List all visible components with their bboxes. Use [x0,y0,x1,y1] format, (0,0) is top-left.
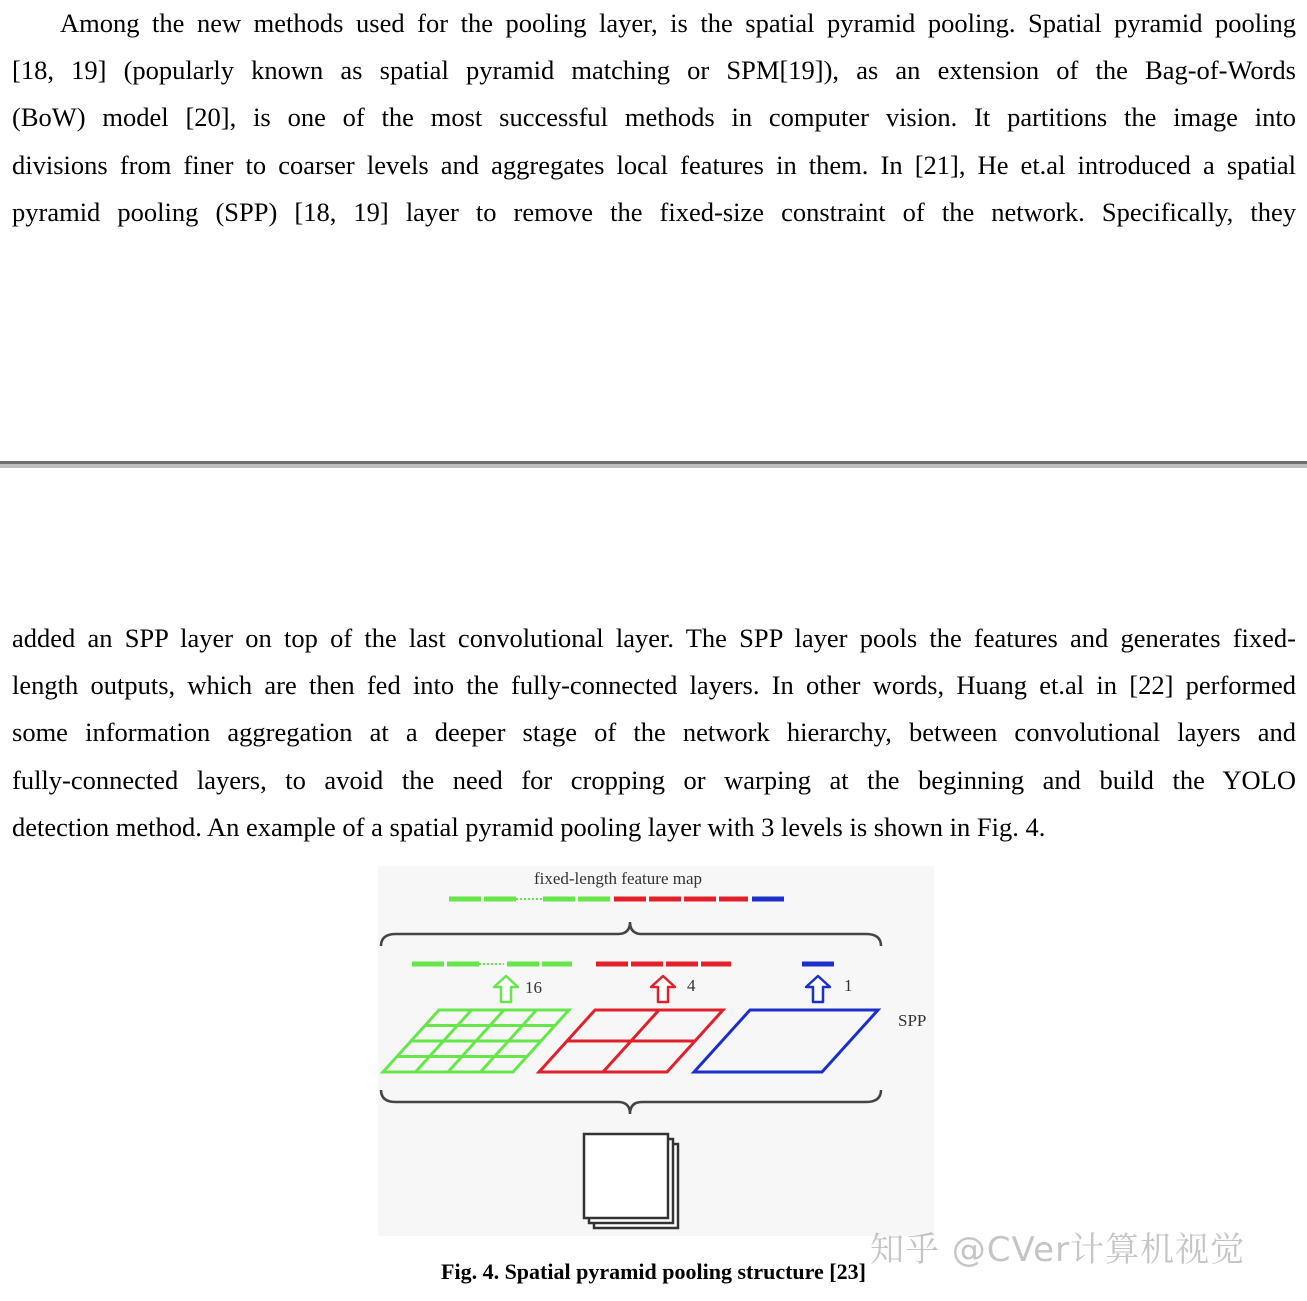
spp-label: SPP [898,1011,927,1030]
paragraph-line: (BoW) model [20], is one of the most successful methods in computer vision. It partitions the image into [12,102,1296,133]
paragraph-line: fully-connected layers, to avoid the need for cropping or warping at the beginning and build the YOLO [12,764,1296,795]
fixed-length-label: fixed-length feature map [533,869,703,888]
paragraph-line: some information aggregation at a deeper stage of the network hierarchy, between convolutional layers and [12,717,1296,748]
paragraph-line: added an SPP layer on top of the last convolutional layer. The SPP layer pools the features and generates fixed- [12,623,1296,653]
paragraph-1 [12,0,1296,236]
green-count-label: 16 [525,978,542,997]
bottom-brace [381,1090,881,1114]
paragraph-2 [12,615,1296,851]
figure-caption: Fig. 4. Spatial pyramid pooling structure [23] [441,1259,866,1284]
paragraph-line: [18, 19] (popularly known as spatial pyramid matching or SPM[19]), as an extension of the Bag-of-Words [12,55,1296,86]
paragraph-line: length outputs, which are then fed into the fully-connected layers. In other words, Huang et.al in [22] performed [12,670,1296,701]
red-grid-2x2 [539,1010,723,1072]
paragraph-line: detection method. An example of a spatial pyramid pooling layer with 3 levels is shown in Fig. 4. [12,811,1046,842]
page-divider [0,461,1307,468]
paragraph-line: Among the new methods used for the pooling layer, is the spatial pyramid pooling. Spatial pyramid pooling [60,8,1296,38]
blue-up-arrow-icon [806,976,830,1002]
spp-figure [378,866,934,1236]
watermark: 知乎 @CVer计算机视觉 [870,1230,1246,1270]
paragraph-line: divisions from finer to coarser levels and aggregates local features in them. In [21], He et.al introduced a spatial [12,149,1296,180]
feature-maps-stack-icon [584,1134,678,1228]
paragraph-line: pyramid pooling (SPP) [18, 19] layer to remove the fixed-size constraint of the network. Specifically, they [12,196,1296,227]
green-up-arrow-icon [494,976,518,1002]
top-brace [381,922,881,946]
blue-count-label: 1 [844,976,853,995]
green-grid-4x4 [383,1010,569,1072]
red-count-label: 4 [687,976,696,995]
red-up-arrow-icon [651,976,675,1002]
blue-grid-1x1 [694,1010,878,1072]
spp-diagram [378,866,934,1236]
